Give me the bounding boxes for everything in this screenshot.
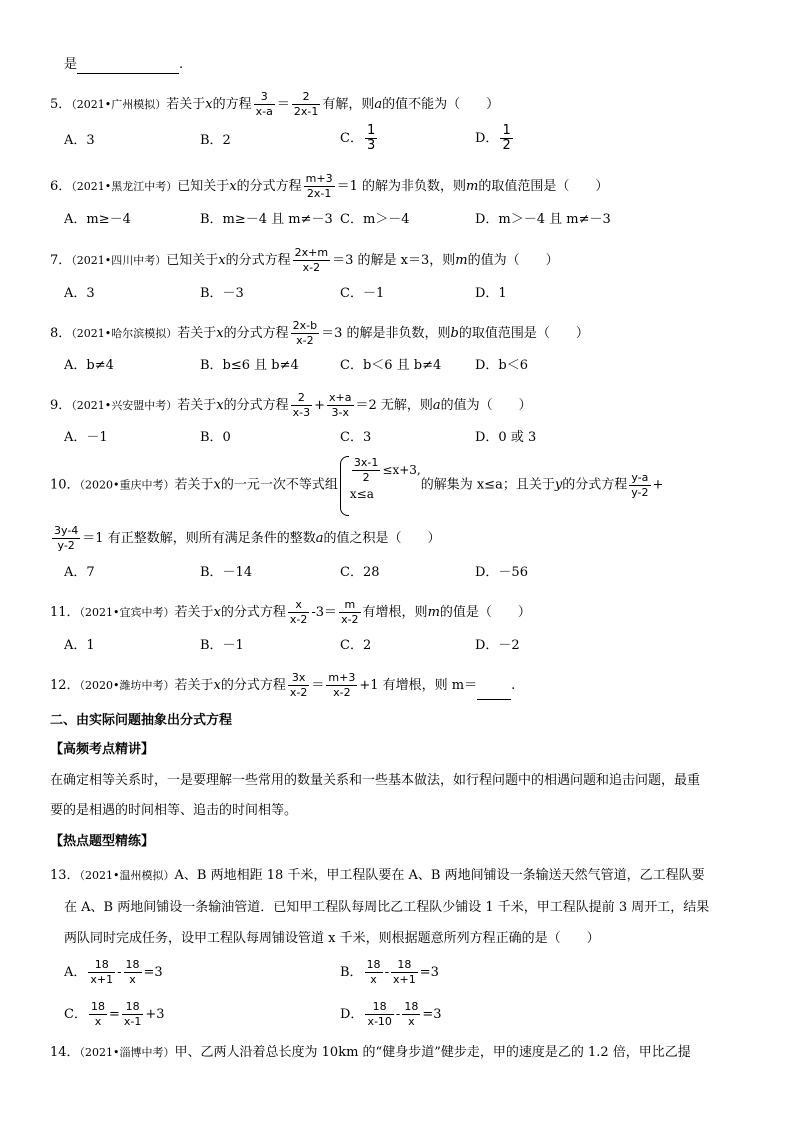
q11-option-c[interactable]: C．2	[340, 638, 372, 653]
q5-option-a[interactable]: A．3	[64, 133, 95, 148]
question-14: 14．（2021•淄博中考）甲、乙两人沿着总长度为 10km 的“健身步道”健步走，甲的速度是乙的 1.2 倍，甲比乙提	[50, 1045, 691, 1060]
question-6: 6．（2021•黑龙江中考）已知关于x的分式方程 $\frac{m+3}{2x-1}$ ＝1 的解为非负数，则m的取值范围是（ ）	[50, 172, 609, 200]
question-9: 9．（2021•兴安盟中考）若关于x的分式方程 $\frac{2}{x-3}$ + $\frac{x+a}{3-x}$ ＝2 无解，则a的值为（ ）	[50, 391, 532, 419]
q6-option-c[interactable]: C．m＞－4	[340, 212, 410, 227]
q8-option-b[interactable]: B．b≤6 且 b≠4	[200, 358, 299, 373]
q6-option-a[interactable]: A．m≥－4	[64, 212, 131, 227]
q10-option-d[interactable]: D．－56	[475, 565, 528, 580]
q13-option-a[interactable]: A． $\frac{18}{x+1}$ - $\frac{18}{x}$ =3	[64, 958, 163, 986]
inequality-system: $\frac{3x-1}{2}$ ≤x+3, x≤a	[340, 456, 421, 514]
q11-option-d[interactable]: D．－2	[475, 638, 520, 653]
q13-option-d[interactable]: D． $\frac{18}{x-10}$ - $\frac{18}{x}$ =3	[340, 1000, 442, 1028]
q6-option-d[interactable]: D．m＞－4 且 m≠－3	[475, 212, 611, 227]
q10-option-b[interactable]: B．－14	[200, 565, 253, 580]
q10-option-c[interactable]: C．28	[340, 565, 380, 580]
q4-tail: 是 .	[64, 57, 184, 72]
q7-option-b[interactable]: B．－3	[200, 286, 244, 301]
paragraph-line-2: 要的是相遇的时间相等、追击的时间相等。	[50, 803, 298, 818]
q8-option-a[interactable]: A．b≠4	[64, 358, 114, 373]
q7-option-d[interactable]: D．1	[475, 286, 507, 301]
subheading-high-frequency: 【高频考点精讲】	[50, 742, 155, 757]
paragraph-line-1: 在确定相等关系时，一是要理解一些常用的数量关系和一些基本做法，如行程问题中的相遇问题和追击问题，最重	[50, 773, 701, 788]
question-8: 8．（2021•哈尔滨模拟）若关于x的分式方程 $\frac{2x-b}{x-2}$ ＝3 的解是非负数，则b的取值范围是（ ）	[50, 319, 589, 347]
q11-option-a[interactable]: A．1	[64, 638, 95, 653]
question-12: 12．（2020•潍坊中考）若关于x的分式方程 $\frac{3x}{x-2}$ ＝ $\frac{m+3}{x-2}$ +1 有增根，则 m＝ .	[50, 671, 516, 699]
q5-option-c[interactable]: C． $\frac{1}{3}$	[340, 123, 376, 153]
q8-option-d[interactable]: D．b＜6	[475, 358, 529, 373]
question-13-line2: 在 A、B 两地间铺设一条输油管道．已知甲工程队每周比乙工程队少铺设 1 千米，甲工程队提前 3 周开工，结果	[64, 900, 710, 915]
section-title: 二、由实际问题抽象出分式方程	[50, 713, 233, 728]
q7-option-c[interactable]: C．－1	[340, 286, 385, 301]
q9-option-d[interactable]: D．0 或 3	[475, 430, 537, 445]
q6-option-b[interactable]: B．m≥－4 且 m≠－3	[200, 212, 333, 227]
subheading-hot-topics: 【热点题型精练】	[50, 834, 155, 849]
question-13-line3: 两队同时完成任务，设甲工程队每周铺设管道 x 千米，则根据题意所列方程正确的是（ ）	[64, 931, 600, 946]
question-10-cont: $\frac{3y-4}{y-2}$ ＝1 有正整数解，则所有满足条件的整数a的值之积是（ ）	[54, 524, 441, 552]
question-5: 5．（2021•广州模拟）若关于x的方程 $\frac{3}{x-a}$ ＝ $\frac{2}{2x-1}$ 有解，则a的值不能为（ ）	[50, 90, 500, 118]
q7-option-a[interactable]: A．3	[64, 286, 95, 301]
question-13: 13．（2021•温州模拟）A、B 两地相距 18 千米，甲工程队要在 A、B 两地间铺设一条输送天然气管道，乙工程队要	[50, 868, 705, 883]
q9-option-c[interactable]: C．3	[340, 430, 372, 445]
q11-option-b[interactable]: B．－1	[200, 638, 244, 653]
q5-option-d[interactable]: D． $\frac{1}{2}$	[475, 123, 511, 153]
q13-option-c[interactable]: C． $\frac{18}{x}$ = $\frac{18}{x-1}$ +3	[64, 1000, 165, 1028]
q13-option-b[interactable]: B． $\frac{18}{x}$ - $\frac{18}{x+1}$ =3	[340, 958, 439, 986]
q9-option-a[interactable]: A．－1	[64, 430, 108, 445]
q5-option-b[interactable]: B．2	[200, 133, 231, 148]
q10-option-a[interactable]: A．7	[64, 565, 95, 580]
q8-option-c[interactable]: C．b＜6 且 b≠4	[340, 358, 442, 373]
question-11: 11．（2021•宜宾中考）若关于x的分式方程 $\frac{x}{x-2}$ -3＝ $\frac{m}{x-2}$ 有增根，则m的值是（ ）	[50, 598, 531, 626]
question-7: 7．（2021•四川中考）已知关于x的分式方程 $\frac{2x+m}{x-2}$ ＝3 的解是 x＝3，则m的值为（ ）	[50, 246, 559, 274]
answer-blank[interactable]	[77, 59, 179, 74]
answer-blank[interactable]	[477, 685, 511, 700]
question-10: 10．（2020•重庆中考）若关于x的一元一次不等式组 $\frac{3x-1}{2}$ ≤x+3, x≤a 的解集为 x≤a；且关于y的分式方程 $\frac{y-a}{y-2}$ +	[50, 456, 663, 514]
q9-option-b[interactable]: B．0	[200, 430, 231, 445]
